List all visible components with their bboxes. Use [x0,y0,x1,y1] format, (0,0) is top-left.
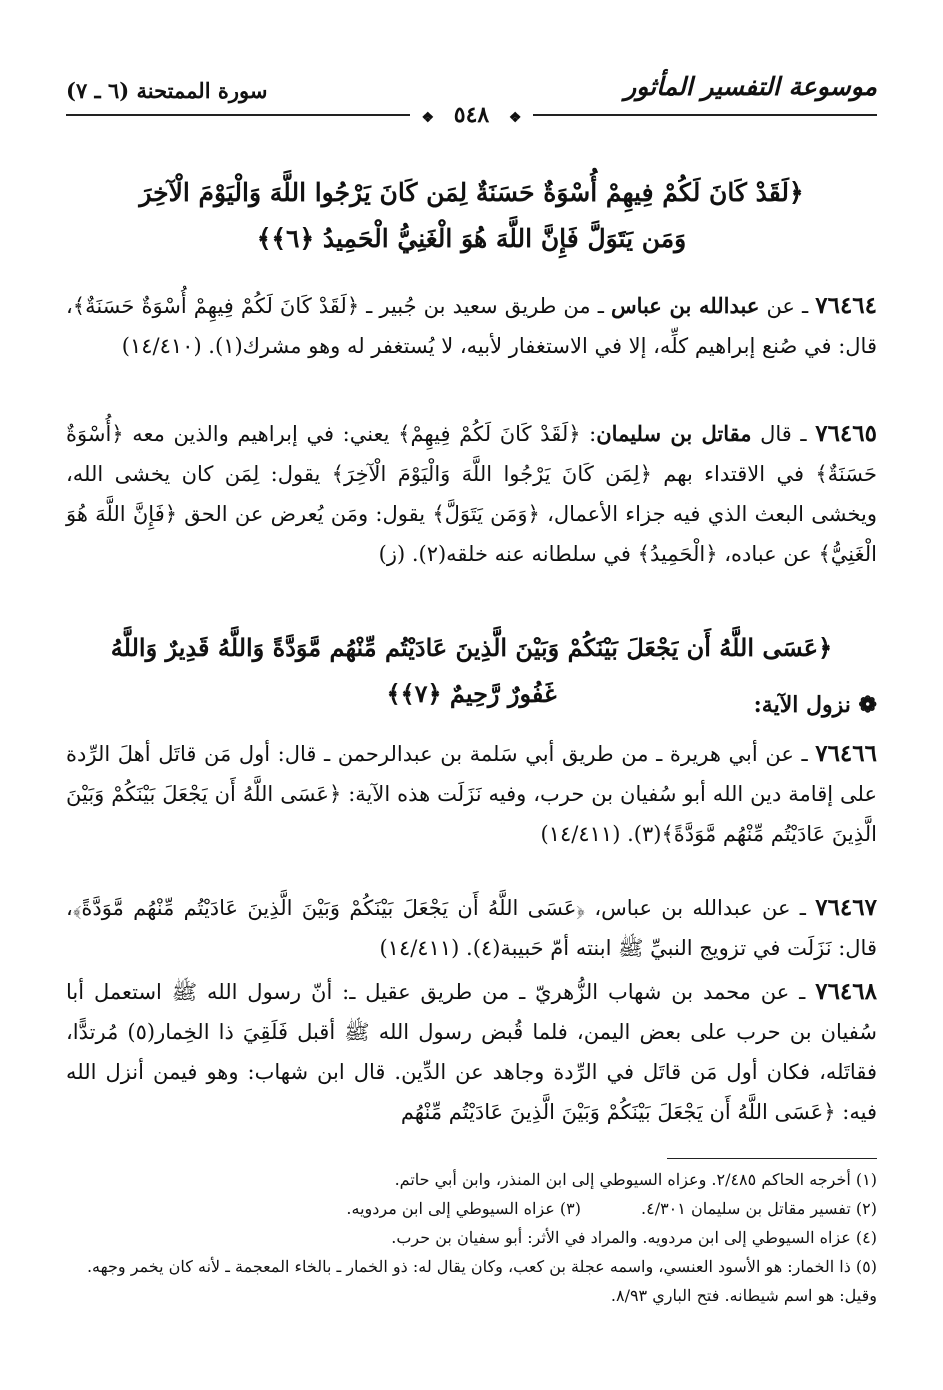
footnote-2: (٢) تفسير مقاتل بن سليمان ٤/٣٠١. [641,1199,877,1218]
narration-76465 [66,414,877,574]
page-number: ٥٤٨ [444,102,499,128]
narration-intro: ـ عن [759,294,816,318]
narrator-name: عبدالله بن عباس [610,293,760,318]
footnote-5: (٥) ذا الخمار: هو الأسود العنسي، واسمه عجلة بن كعب، وكان يقال له: ذو الخمار ـ بالخاء المعجمة ـ لأنه كان يخمر وجهه. وقيل: هو اسم شيطانه. فتح الباري ٨/٩٣. [86,1257,877,1305]
narration-number: ٧٦٤٦٧ [815,894,877,921]
footnote-rule [667,1158,877,1159]
ornament-icon: ❖ [508,110,522,126]
section-title: ❁ نزول الآية: [753,692,877,718]
book-title: موسوعة التفسير المأثور [624,72,877,101]
narration-text: : ﴿لَقَدْ كَانَ لَكُمْ فِيهِمْ﴾ يعني: في إبراهيم والذين معه ﴿أُسْوَةٌ حَسَنَةٌ﴾ في الاقتداء بهم ﴿لِمَن كَانَ يَرْجُوا اللَّهَ وَالْيَوْمَ الْآخِرَ﴾ يقول: لِمَن كان يخشى الله، ويخشى البعث الذي فيه جزاء الأعمال، ﴿وَمَن يَتَوَلَّ﴾ يقول: ومَن يُعرض عن الحق ﴿فَإِنَّ اللَّهَ هُوَ الْغَنِيُّ﴾ عن عباده، ﴿الْحَمِيدُ﴾ في سلطانه عنه خلقه(٢). (ز) [66,422,877,566]
narration-text: ـ من طريق سعيد بن جُبير ـ ﴿لَقَدْ كَانَ لَكُمْ فِيهِمْ أُسْوَةٌ حَسَنَةٌ﴾، قال: في صُنع إبراهيم كلِّه، إلا في الاستغفار لأبيه، لا يُستغفر له وهو مشرك(١). (١٤/٤١٠) [66,294,877,358]
narration-number: ٧٦٤٦٤ [815,292,878,319]
footnotes [66,1165,877,1310]
verse-6-line2: وَمَن يَتَوَلَّ فَإِنَّ اللَّهَ هُوَ الْغَنِيُّ الْحَمِيدُ ﴿٦﴾﴾ [256,224,687,253]
narration-76468 [66,972,877,1132]
narration-76464 [66,286,877,366]
narration-text: ـ عن أبي هريرة ـ من طريق أبي سَلمة بن عبدالرحمن ـ قال: أول مَن قاتَل أهلَ الرِّدة على إقامة دين الله أبو سُفيان بن حرب، وفيه نَزَلَت هذه الآية: ﴿عَسَى اللَّهُ أَن يَجْعَلَ بَيْنَكُمْ وَبَيْنَ الَّذِينَ عَادَيْتُم مِّنْهُم مَّوَدَّةً﴾(٣). (١٤/٤١١) [66,742,877,846]
narration-intro: ـ قال [751,422,816,446]
footnote-3: (٣) عزاه السيوطي إلى ابن مردويه. [346,1199,581,1218]
narration-number: ٧٦٤٦٨ [815,978,877,1005]
page-number-wrap [0,102,943,128]
narration-76467 [66,888,877,968]
ornament-icon: ❖ [421,110,435,126]
verse-7: ﴿عَسَى اللَّهُ أَن يَجْعَلَ بَيْنَكُمْ وَبَيْنَ الَّذِينَ عَادَيْتُم مِّنْهُم مَّوَدَّةً وَاللَّهُ قَدِيرٌ وَاللَّهُ غَفُورٌ رَّحِيمٌ ﴿٧﴾﴾ [110,633,833,708]
verse-6-line1: ﴿لَقَدْ كَانَ لَكُمْ فِيهِمْ أُسْوَةٌ حَسَنَةٌ لِمَن كَانَ يَرْجُوا اللَّهَ وَالْيَوْمَ الْآخِرَ [139,178,804,207]
narration-text: ـ عن عبدالله بن عباس، ﴿عَسَى اللَّهُ أَن يَجْعَلَ بَيْنَكُمْ وَبَيْنَ الَّذِينَ عَادَيْتُم مِّنْهُم مَّوَدَّةً﴾، قال: نَزَلَت في تزويج النبيِّ ﷺ ابنته أمّ حَبيبة(٤). (١٤/٤١١) [66,896,877,960]
footnote-1: (١) أخرجه الحاكم ٢/٤٨٥. وعزاه السيوطي إلى ابن المنذر، وابن أبي حاتم. [394,1170,877,1189]
footnote-row [66,1194,877,1223]
narrator-name: مقاتل بن سليمان [596,421,752,446]
footnote-4: (٤) عزاه السيوطي إلى ابن مردويه. والمراد في الأثر: أبو سفيان بن حرب. [391,1228,877,1247]
verse-6 [88,170,855,262]
narration-number: ٧٦٤٦٦ [815,740,877,767]
narration-text: ـ عن محمد بن شهاب الزُّهريّ ـ من طريق عقيل ـ: أنّ رسول الله ﷺ استعمل أبا سُفيان بن حرب على بعض اليمن، فلما قُبض رسول الله ﷺ أقبل فَلَقِيَ ذا الخِمار(٥) مُرتدًّا، فقاتَله، فكان أول مَن قاتَل في الرِّدة وجاهد عن الدِّين. قال ابن شهاب: وهو فيمن أنزل الله فيه: ﴿عَسَى اللَّهُ أَن يَجْعَلَ بَيْنَكُمْ وَبَيْنَ الَّذِينَ عَادَيْتُم مِّنْهُم [66,980,878,1124]
surah-title: سورة الممتحنة (٦ ـ ٧) [66,78,268,103]
narration-76466 [66,734,877,854]
narration-number: ٧٦٤٦٥ [815,420,877,447]
page-number-box [410,102,534,128]
